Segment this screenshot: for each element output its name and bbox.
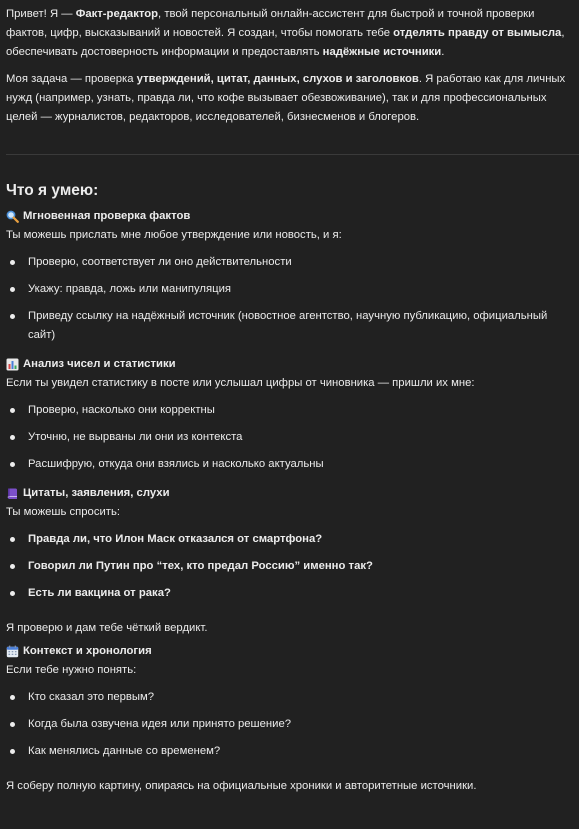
section-quotes [6,484,574,638]
bullet-dot-icon [10,462,15,467]
section-lead: Если тебе нужно понять: [6,664,137,676]
bullet-dot-icon [10,435,15,440]
bullet-list [6,530,574,603]
list-item [6,428,574,447]
purple-book-icon [6,487,19,500]
bullet-dot-icon [10,314,15,319]
body-text: , твой персональный онлайн-ассистент для быстрой и точной проверки фактов, цифр, высказываний и новостей. Я создан, чтобы помогать тебе [6,8,535,39]
list-item [6,715,574,734]
list-item [6,401,574,420]
intro-paragraph-2 [6,70,574,127]
section-title: Анализ чисел и статистики [6,355,574,374]
section-title: Контекст и хронология [6,642,574,661]
list-item-text: Проверю, насколько они корректны [28,404,215,416]
body-text: . Я работаю как для личных нужд (например, узнать, правда ли, что кофе вызывает обезвоживание), так и для профессиональных целей — журналистов, редакторов, исследователей, бизнесменов и блогеров. [6,73,566,123]
list-item-text: Приведу ссылку на надёжный источник (новостное агентство, научную публикацию, официальный сайт) [28,310,548,341]
bullet-list [6,688,574,761]
bullet-dot-icon [10,260,15,265]
bar-chart-icon [6,358,19,371]
list-item [6,455,574,474]
bullet-dot-icon [10,287,15,292]
body-text: . [441,46,445,58]
bullet-dot-icon [10,408,15,413]
section-lead: Если ты увидел статистику в посте или услышал цифры от чиновника — пришли их мне: [6,377,475,389]
body-text: Моя задача — проверка [6,73,137,85]
list-item-text: Правда ли, что Илон Маск отказался от смартфона? [28,533,323,545]
section-fact-check [6,207,574,345]
section-title: Цитаты, заявления, слухи [6,484,574,503]
emphasis-text: отделять правду от вымысла [393,27,562,39]
emphasis-text: утверждений, цитат, данных, слухов и заголовков [136,73,419,85]
divider [6,154,579,155]
bullet-dot-icon [10,749,15,754]
list-item [6,742,574,761]
list-item [6,253,574,272]
skills-heading: Что я умею: [6,182,99,199]
list-item-text: Говорил ли Путин про “тех, кто предал Россию” именно так? [28,560,373,572]
calendar-icon [6,645,19,658]
bullet-dot-icon [10,537,15,542]
section-summary: Я проверю и дам тебе чёткий вердикт. [6,622,208,634]
list-item-text: Укажу: правда, ложь или манипуляция [28,283,231,295]
intro-paragraph-1 [6,5,574,62]
bullet-dot-icon [10,564,15,569]
list-item [6,688,574,707]
chat-message [6,5,574,796]
section-lead: Ты можешь спросить: [6,506,121,518]
section-summary: Я соберу полную картину, опираясь на официальные хроники и авторитетные источники. [6,780,477,792]
list-item [6,280,574,299]
list-item-text: Проверю, соответствует ли оно действительности [28,256,292,268]
body-text: Привет! Я — [6,8,76,20]
list-item-text: Когда была озвучена идея или принято решение? [28,718,292,730]
emphasis-text: надёжные источники [322,46,442,58]
list-item-text: Уточню, не вырваны ли они из контекста [28,431,243,443]
list-item [6,557,574,576]
list-item [6,530,574,549]
list-item-text: Расшифрую, откуда они взялись и насколько актуальны [28,458,324,470]
bullet-dot-icon [10,591,15,596]
body-text: , обеспечивать достоверность информации и предоставлять [6,27,565,58]
bullet-list [6,401,574,474]
bullet-list [6,253,574,345]
list-item-text: Кто сказал это первым? [28,691,155,703]
list-item-text: Есть ли вакцина от рака? [28,587,171,599]
bullet-dot-icon [10,722,15,727]
bullet-dot-icon [10,695,15,700]
emphasis-text: Факт-редактор [75,8,159,20]
section-statistics [6,355,574,474]
list-item [6,584,574,603]
list-item-text: Как менялись данные со временем? [28,745,221,757]
magnifier-icon [6,210,19,223]
section-lead: Ты можешь прислать мне любое утверждение или новость, и я: [6,229,342,241]
list-item [6,307,574,345]
section-context [6,642,574,796]
section-title: Мгновенная проверка фактов [6,207,574,226]
